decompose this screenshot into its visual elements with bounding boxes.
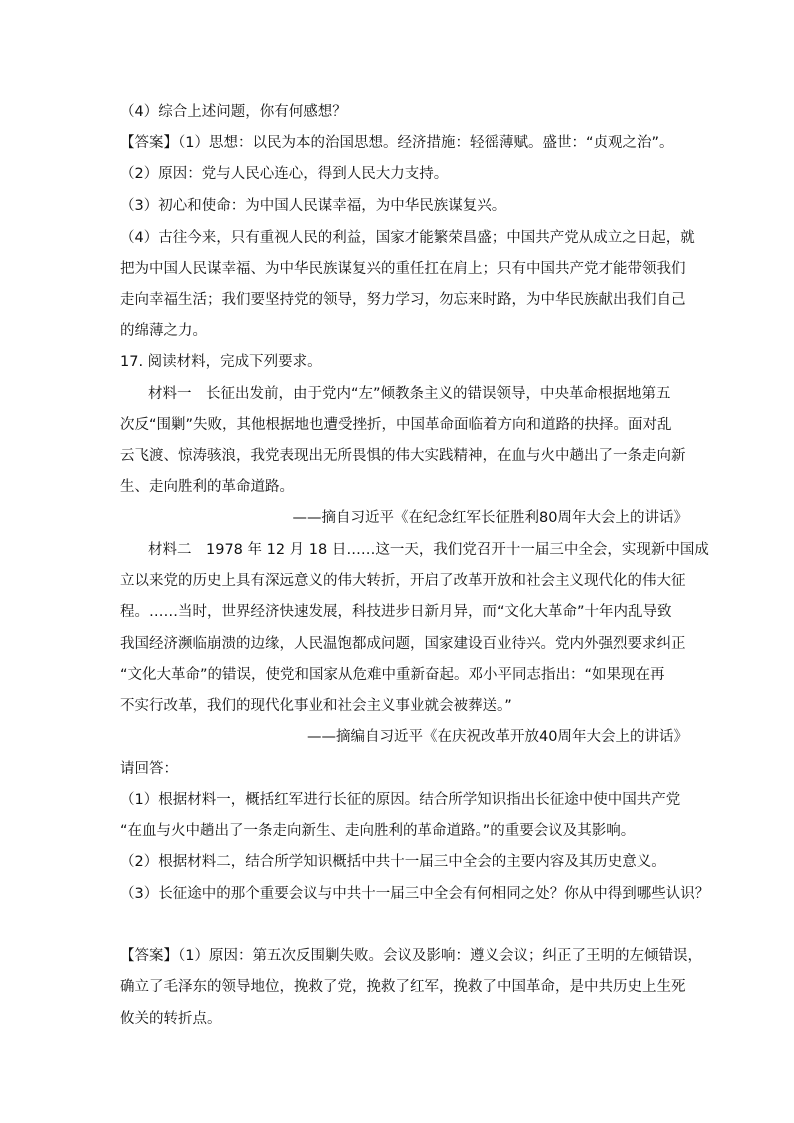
material-1-source: ——摘自习近平《在纪念红军长征胜利80周年大会上的讲话》 xyxy=(292,510,688,526)
material-2-line-4: 我国经济濒临崩溃的边缘，人民温饱都成问题，国家建设百业待兴。党内外强烈要求纠正 xyxy=(120,636,686,652)
material-2-line-2: 立以来党的历史上具有深远意义的伟大转折，开启了改革开放和社会主义现代化的伟大征 xyxy=(120,573,686,589)
material-1-line-4: 生、走向胜利的革命道路。 xyxy=(120,479,294,495)
question-17-part-1-line-1: （1）根据材料一，概括红军进行长征的原因。结合所学知识指出长征途中使中国共产党 xyxy=(120,792,681,808)
answer-16-line-3: （3）初心和使命：为中国人民谋幸福，为中华民族谋复兴。 xyxy=(120,198,507,214)
answer-16-line-7: 的绵薄之力。 xyxy=(120,323,207,339)
answer-17-line-2: 确立了毛泽东的领导地位，挽救了党，挽救了红军，挽救了中国革命，是中共历史上生死 xyxy=(120,979,686,995)
question-17-stem: 17. 阅读材料，完成下列要求。 xyxy=(120,354,322,370)
material-1-line-1: 材料一 长征出发前，由于党内“左”倾教条主义的错误领导，中央革命根据地第五 xyxy=(148,386,671,402)
question-16-part-4: （4）综合上述问题，你有何感想？ xyxy=(120,104,347,120)
material-2-line-1: 材料二 1978 年 12 月 18 日……这一天，我们党召开十一届三中全会，实现新中国成 xyxy=(148,542,709,558)
answer-16-line-1 xyxy=(120,133,674,153)
material-1-line-2: 次反“围剿”失败，其他根据地也遭受挫折，中国革命面临着方向和道路的抉择。面对乱 xyxy=(120,417,672,433)
material-2-line-5: “文化大革命”的错误，使党和国家从危难中重新奋起。邓小平同志指出：“如果现在再 xyxy=(120,667,665,683)
material-2-source: ——摘编自习近平《在庆祝改革开放40周年大会上的讲话》 xyxy=(307,729,688,745)
material-1-line-3: 云飞渡、惊涛骇浪，我党表现出无所畏惧的伟大实践精神，在血与火中趟出了一条走向新 xyxy=(120,448,686,464)
answer-text: （1）原因：第五次反围剿失败。会议及影响：遵义会议；纠正了王明的左倾错误， xyxy=(178,948,702,964)
answer-16-line-5: 把为中国人民谋幸福、为中华民族谋复兴的重任扛在肩上；只有中国共产党才能带领我们 xyxy=(120,261,686,277)
answer-17-line-3: 攸关的转折点。 xyxy=(120,1011,222,1027)
answer-16-line-2: （2）原因：党与人民心连心，得到人民大力支持。 xyxy=(120,166,449,182)
material-2-line-6: 不实行改革，我们的现代化事业和社会主义事业就会被葬送。” xyxy=(120,698,512,714)
question-17-part-2: （2）根据材料二，结合所学知识概括中共十一届三中全会的主要内容及其历史意义。 xyxy=(120,854,666,870)
answer-tag: 【答案】 xyxy=(120,135,178,151)
ask-prompt: 请回答： xyxy=(120,761,178,777)
question-17-part-3: （3）长征途中的那个重要会议与中共十一届三中全会有何相同之处？你从中得到哪些认识？ xyxy=(120,886,710,902)
answer-17-line-1 xyxy=(120,946,702,966)
question-17-part-1-line-2: “在血与火中趟出了一条走向新生、走向胜利的革命道路。”的重要会议及其影响。 xyxy=(120,823,636,839)
answer-text: （1）思想：以民为本的治国思想。经济措施：轻徭薄赋。盛世：“贞观之治”。 xyxy=(178,135,674,151)
answer-16-line-6: 走向幸福生活；我们要坚持党的领导，努力学习，勿忘来时路，为中华民族献出我们自己 xyxy=(120,292,686,308)
material-2-line-3: 程。……当时，世界经济快速发展，科技进步日新月异，而“文化大革命”十年内乱导致 xyxy=(120,604,672,620)
answer-16-line-4: （4）古往今来，只有重视人民的利益，国家才能繁荣昌盛；中国共产党从成立之日起，就 xyxy=(120,230,695,246)
answer-tag: 【答案】 xyxy=(120,948,178,964)
